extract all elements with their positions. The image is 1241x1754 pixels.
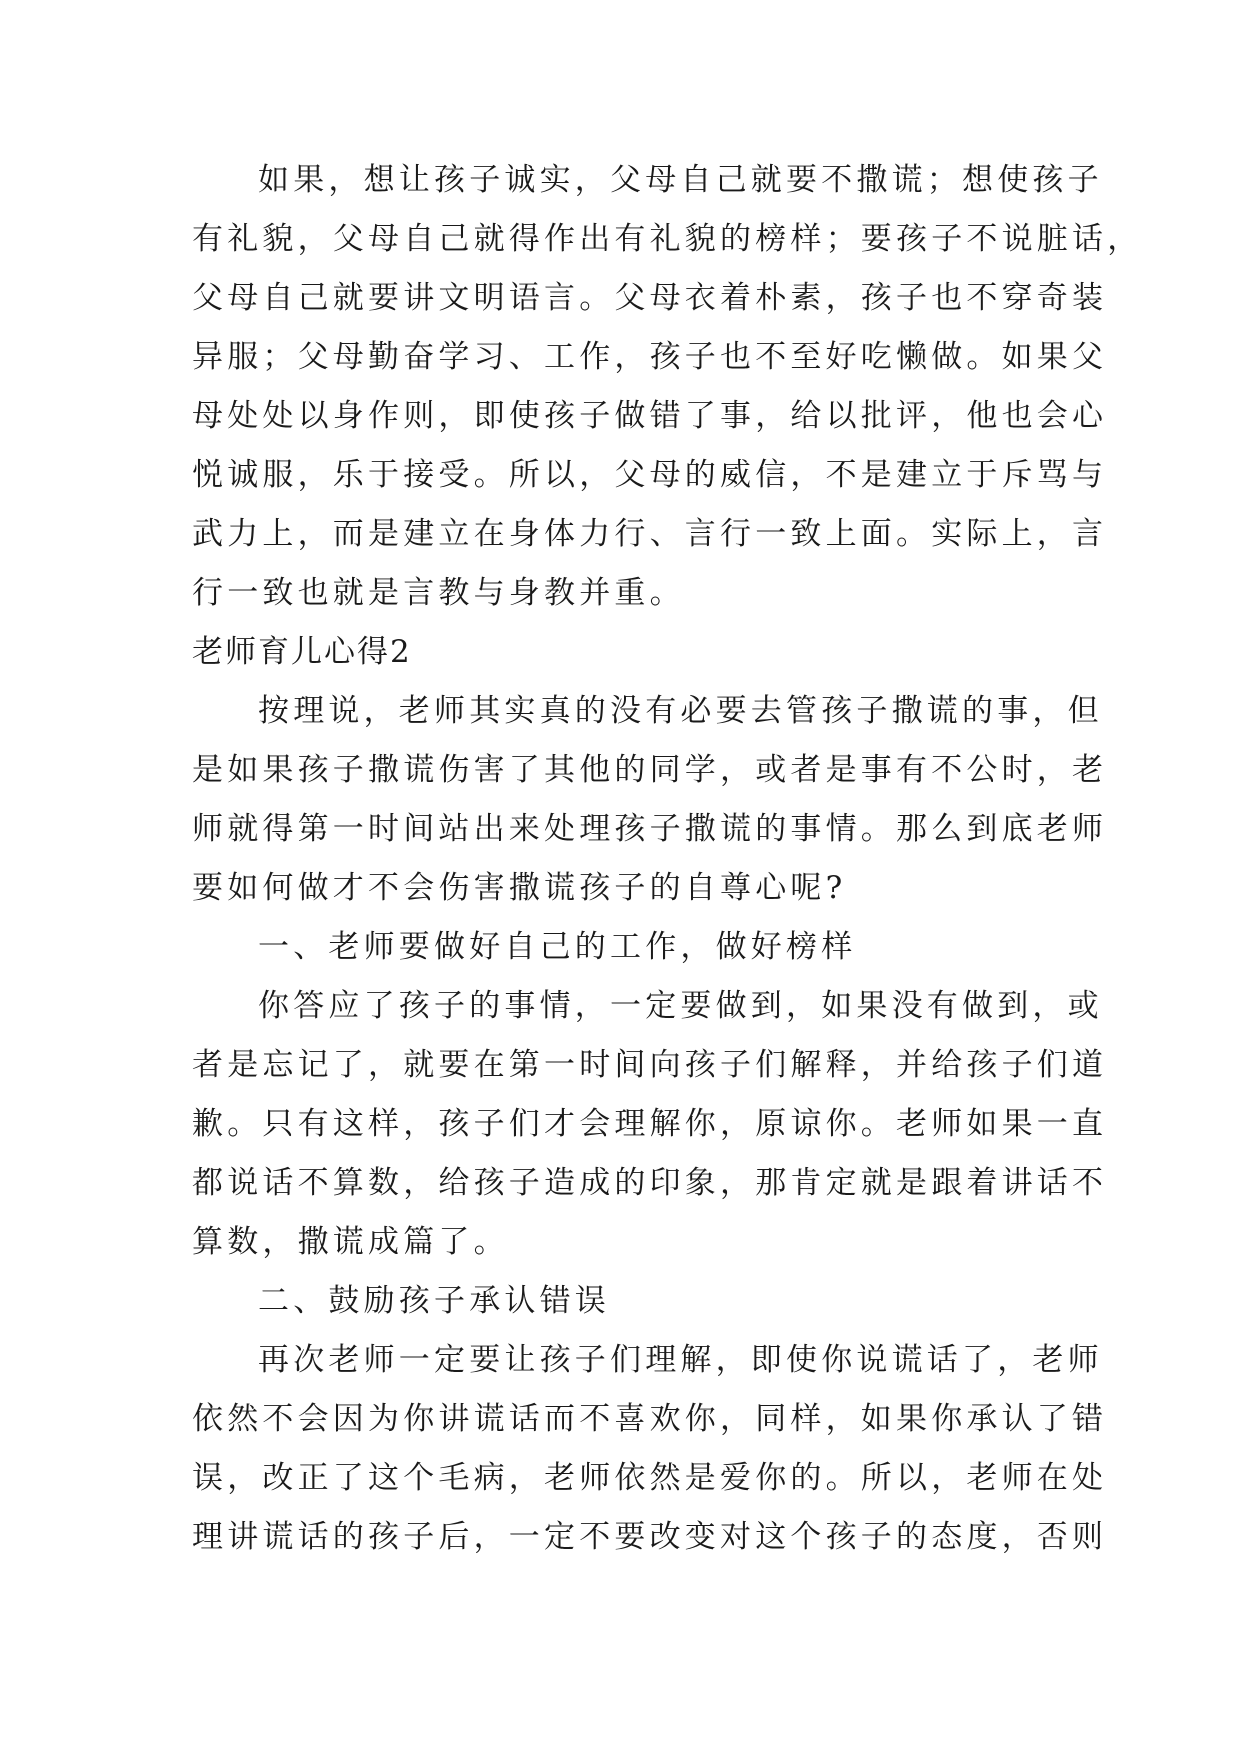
paragraph-line: 歉。只有这样，孩子们才会理解你，原谅你。老师如果一直 [192, 1106, 1108, 1142]
paragraph-line: 异服；父母勤奋学习、工作，孩子也不至好吃懒做。如果父 [192, 339, 1108, 375]
paragraph-line: 你答应了孩子的事情，一定要做到，如果没有做到，或 [258, 988, 1103, 1024]
paragraph-line: 者是忘记了，就要在第一时间向孩子们解释，并给孩子们道 [192, 1047, 1108, 1083]
paragraph-line: 依然不会因为你讲谎话而不喜欢你，同样，如果你承认了错 [192, 1401, 1108, 1437]
subheading: 二、鼓励孩子承认错误 [258, 1283, 610, 1319]
paragraph-line: 是如果孩子撒谎伤害了其他的同学，或者是事有不公时，老 [192, 752, 1108, 788]
paragraph-line: 行一致也就是言教与身教并重。 [192, 575, 685, 611]
paragraph-line: 母处处以身作则，即使孩子做错了事，给以批评，他也会心 [192, 398, 1108, 434]
paragraph-line: 都说话不算数，给孩子造成的印象，那肯定就是跟着讲话不 [192, 1165, 1108, 1201]
paragraph-line: 再次老师一定要让孩子们理解，即使你说谎话了，老师 [258, 1342, 1103, 1378]
paragraph-line: 要如何做才不会伤害撒谎孩子的自尊心呢? [192, 870, 847, 906]
section-heading: 老师育儿心得2 [192, 634, 412, 670]
paragraph-line: 按理说，老师其实真的没有必要去管孩子撒谎的事，但 [258, 693, 1103, 729]
paragraph-line: 如果，想让孩子诚实，父母自己就要不撒谎；想使孩子 [258, 162, 1103, 198]
paragraph-line: 误，改正了这个毛病，老师依然是爱你的。所以，老师在处 [192, 1460, 1108, 1496]
paragraph-line: 算数，撒谎成篇了。 [192, 1224, 509, 1260]
paragraph-line: 师就得第一时间站出来处理孩子撒谎的事情。那么到底老师 [192, 811, 1108, 847]
paragraph-line: 有礼貌，父母自己就得作出有礼貌的榜样；要孩子不说脏话， [192, 221, 1143, 257]
subheading: 一、老师要做好自己的工作，做好榜样 [258, 929, 857, 965]
paragraph-line: 理讲谎话的孩子后，一定不要改变对这个孩子的态度，否则 [192, 1519, 1108, 1555]
paragraph-line: 父母自己就要讲文明语言。父母衣着朴素，孩子也不穿奇装 [192, 280, 1108, 316]
paragraph-line: 武力上，而是建立在身体力行、言行一致上面。实际上，言 [192, 516, 1108, 552]
paragraph-line: 悦诚服，乐于接受。所以，父母的威信，不是建立于斥骂与 [192, 457, 1108, 493]
